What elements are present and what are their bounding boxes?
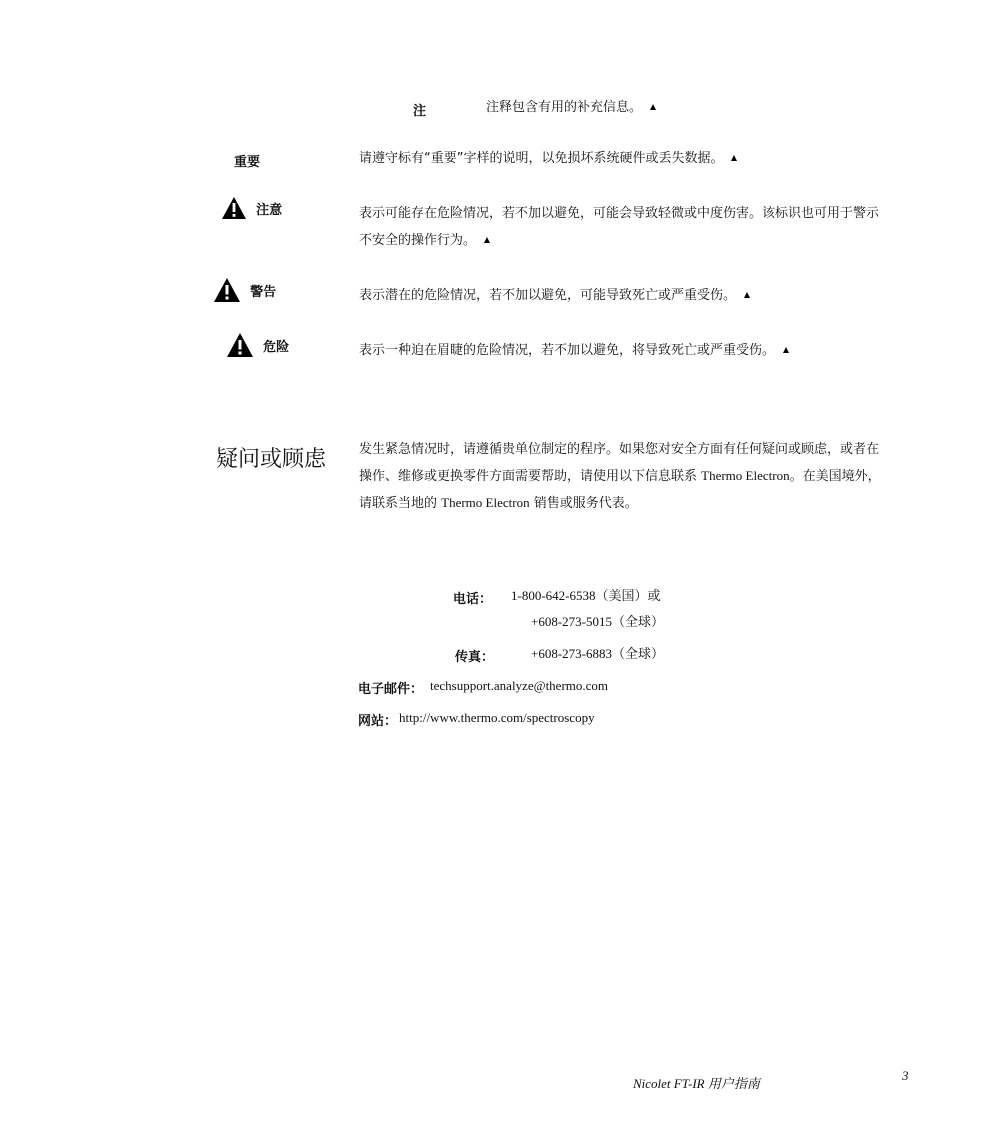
- danger-text: 表示一种迫在眉睫的危险情况，若不加以避免，将导致死亡或严重受伤。: [359, 337, 789, 364]
- warning-triangle-icon: [221, 196, 247, 220]
- important-label: 重要: [234, 155, 261, 170]
- page-number: 3: [902, 1068, 909, 1083]
- email-label: 电子邮件：: [358, 682, 424, 697]
- end-marker-icon: [650, 104, 656, 110]
- questions-body: [359, 437, 881, 517]
- warning-triangle-icon: [213, 277, 241, 303]
- note-label: 注: [413, 104, 427, 119]
- web-label: 网站：: [358, 714, 398, 729]
- phone-1: 1-800-642-6538（美国）或: [511, 588, 661, 604]
- warning-triangle-icon: [226, 332, 254, 358]
- warning-label: 警告: [250, 284, 277, 300]
- questions-line-3: 请联系当地的 Thermo Electron 销售或服务代表。: [359, 495, 638, 511]
- footer-title: Nicolet FT-IR 用户指南: [633, 1076, 760, 1091]
- caution-heading: [221, 196, 282, 220]
- website-url[interactable]: http://www.thermo.com/spectroscopy: [399, 710, 595, 725]
- end-marker-icon: [783, 347, 789, 353]
- caution-line-1: 表示可能存在危险情况，若不加以避免，可能会导致轻微或中度伤害。该标识也可用于警示: [359, 206, 880, 221]
- warning-text: 表示潜在的危险情况，若不加以避免，可能导致死亡或严重受伤。: [359, 282, 750, 309]
- phone-label: 电话：: [453, 592, 493, 607]
- end-marker-icon: [731, 155, 737, 161]
- warning-heading: [213, 277, 276, 303]
- danger-heading: [226, 332, 289, 358]
- questions-line-1: 发生紧急情况时，请遵循贵单位制定的程序。如果您对安全方面有任何疑问或顾虑，或者在: [359, 442, 880, 457]
- caution-text: [359, 200, 879, 254]
- caution-line-2: 不安全的操作行为。: [359, 227, 879, 254]
- phone-2: +608-273-5015（全球）: [531, 614, 665, 630]
- questions-line-2: 操作、维修或更换零件方面需要帮助，请使用以下信息联系 Thermo Electron。在美国境外，: [359, 468, 881, 484]
- end-marker-icon: [744, 292, 750, 298]
- note-text: 注释包含有用的补充信息。: [486, 94, 656, 121]
- end-marker-icon: [484, 237, 490, 243]
- important-text: 请遵守标有“重要”字样的说明，以免损坏系统硬件或丢失数据。: [359, 145, 737, 172]
- email-address[interactable]: techsupport.analyze@thermo.com: [430, 678, 609, 693]
- fax-number: +608-273-6883（全球）: [531, 646, 665, 662]
- fax-label: 传真：: [455, 650, 495, 665]
- danger-label: 危险: [263, 339, 290, 355]
- caution-label: 注意: [256, 202, 283, 218]
- section-title: 疑问或顾虑: [216, 447, 327, 472]
